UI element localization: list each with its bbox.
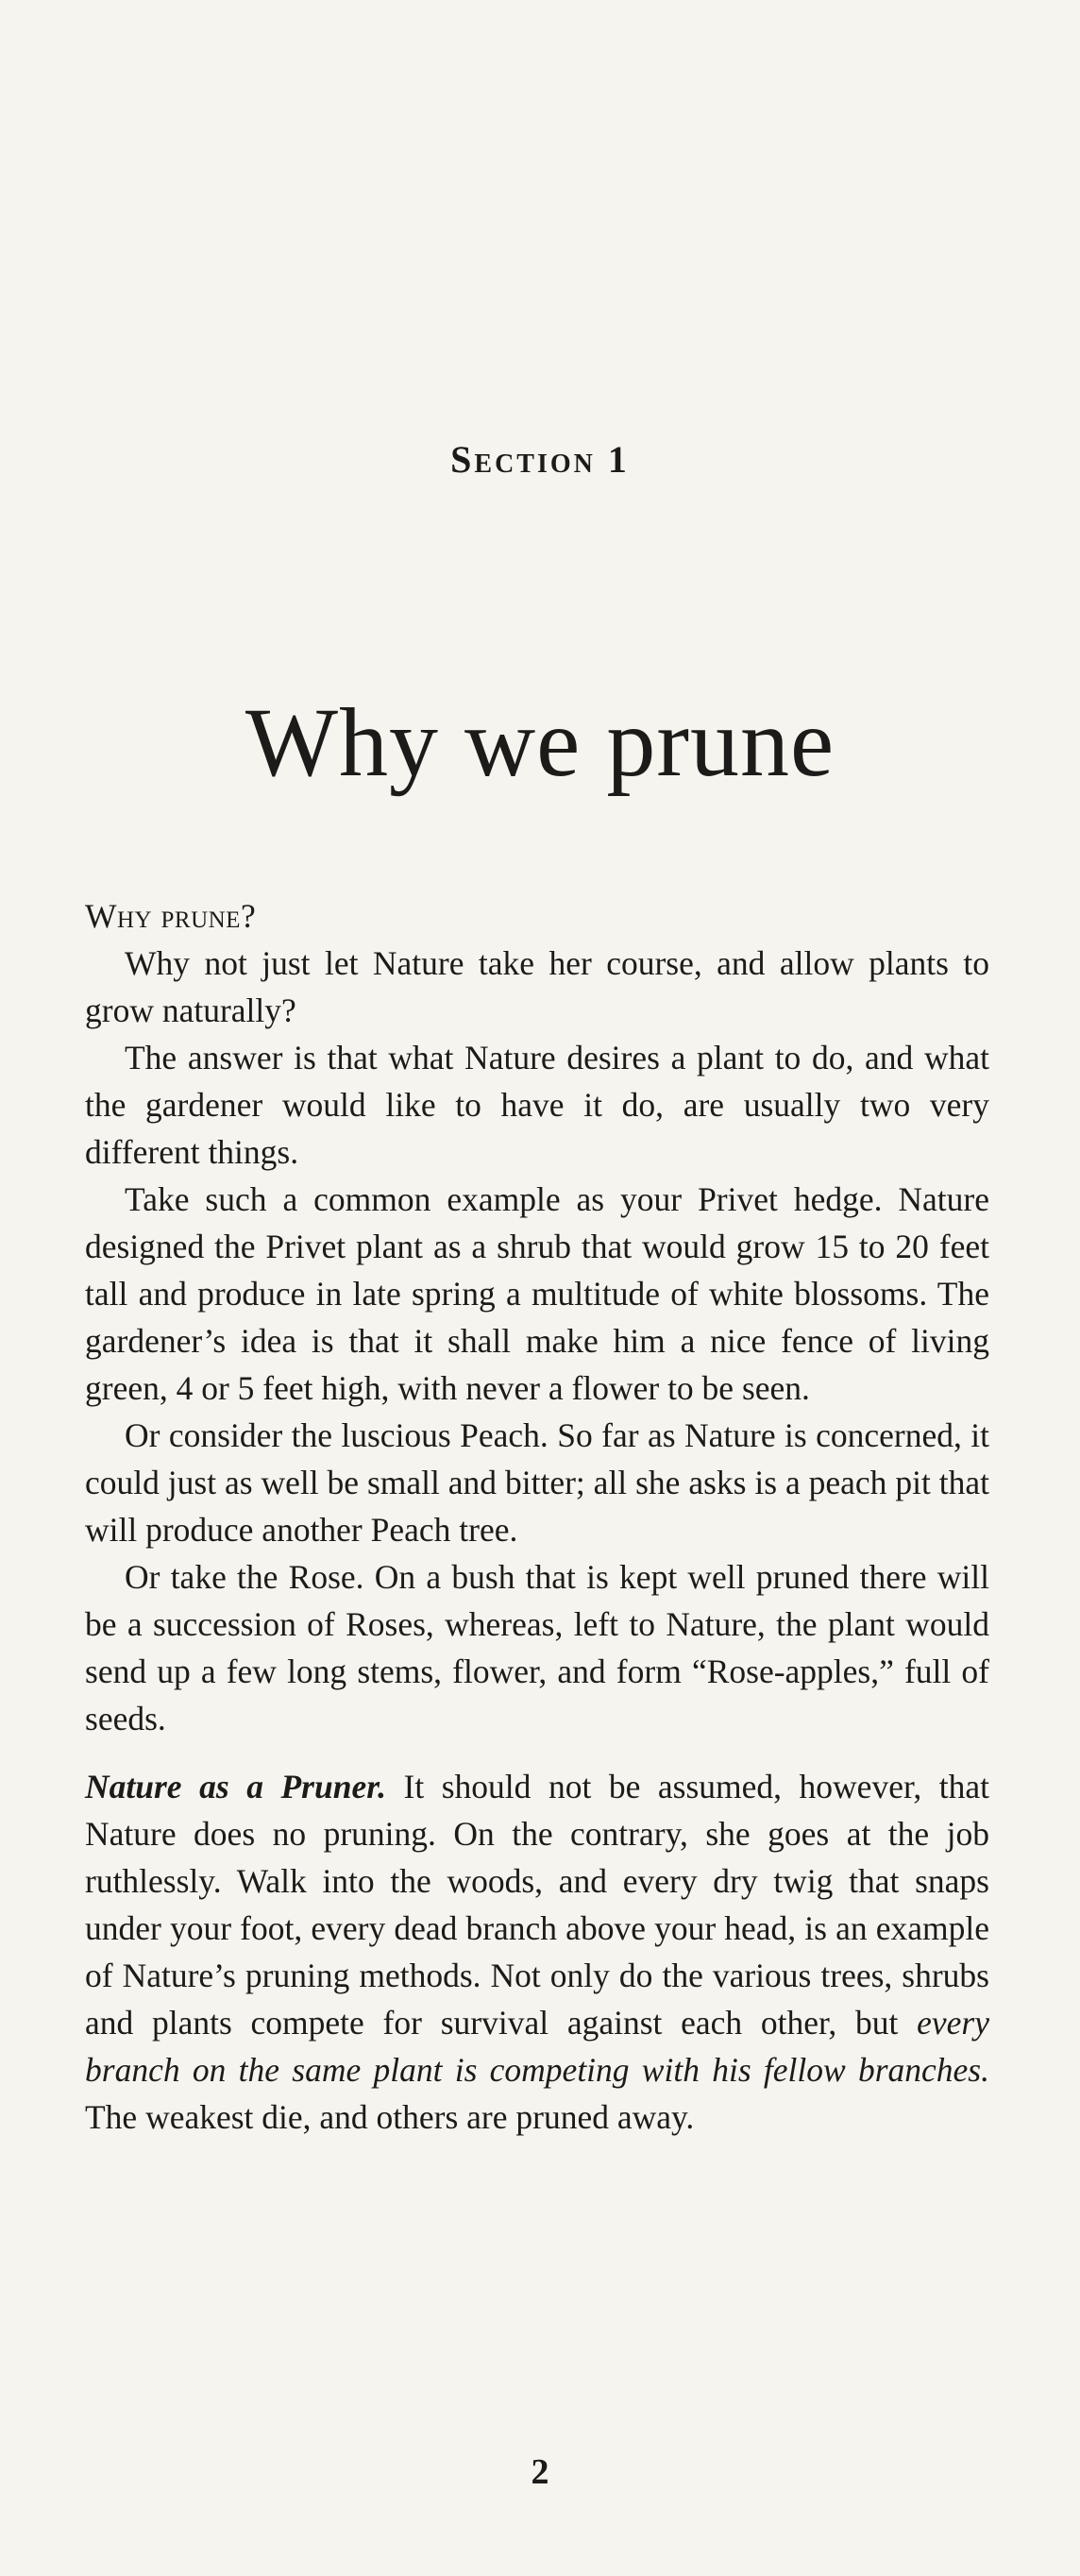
- body-text: [85, 892, 989, 2141]
- run-in-emphasis: every branch on the same plant is competing with his fellow branches.: [85, 2004, 989, 2089]
- run-in-text-end: The weakest die, and others are pruned away.: [85, 2098, 695, 2136]
- paragraph-let-nature: Why not just let Nature take her course, and allow plants to grow naturally?: [85, 944, 989, 1029]
- run-in-text: It should not be assumed, however, that Nature does no pruning. On the contrary, she goes at the job ruthlessly. Walk into the woods, and every dry twig that snaps under your foot, every dead branch above your head, is an example of Nature’s pruning methods. Not only do the various trees, shrubs and plants compete for survival against each other, but: [85, 1768, 989, 2042]
- chapter-title: Why we prune: [245, 687, 835, 797]
- paragraph-nature-as-pruner: [85, 1763, 989, 2141]
- section-label: Section 1: [450, 438, 630, 481]
- run-in-heading: Nature as a Pruner.: [85, 1768, 386, 1805]
- paragraph-peach: Or consider the luscious Peach. So far as Nature is concerned, it could just as well be small and bitter; all she asks is a peach pit that will produce another Peach tree.: [85, 1416, 989, 1549]
- paragraph-rose: Or take the Rose. On a bush that is kept well pruned there will be a succession of Roses, whereas, left to Nature, the plant would send up a few long stems, flower, and form “Rose-apples,” full of seeds.: [85, 1558, 989, 1737]
- paragraph-privet-hedge: Take such a common example as your Privet hedge. Nature designed the Privet plant as a shrub that would grow 15 to 20 feet tall and produce in late spring a multitude of white blossoms. The gardener’s idea is that it shall make him a nice fence of living green, 4 or 5 feet high, with never a flower to be seen.: [85, 1180, 989, 1407]
- paragraph-the-answer: The answer is that what Nature desires a plant to do, and what the gardener would like to have it do, are usually two very different things.: [85, 1039, 989, 1171]
- subhead-why-prune: Why prune?: [85, 897, 257, 935]
- page-number: 2: [531, 2452, 549, 2492]
